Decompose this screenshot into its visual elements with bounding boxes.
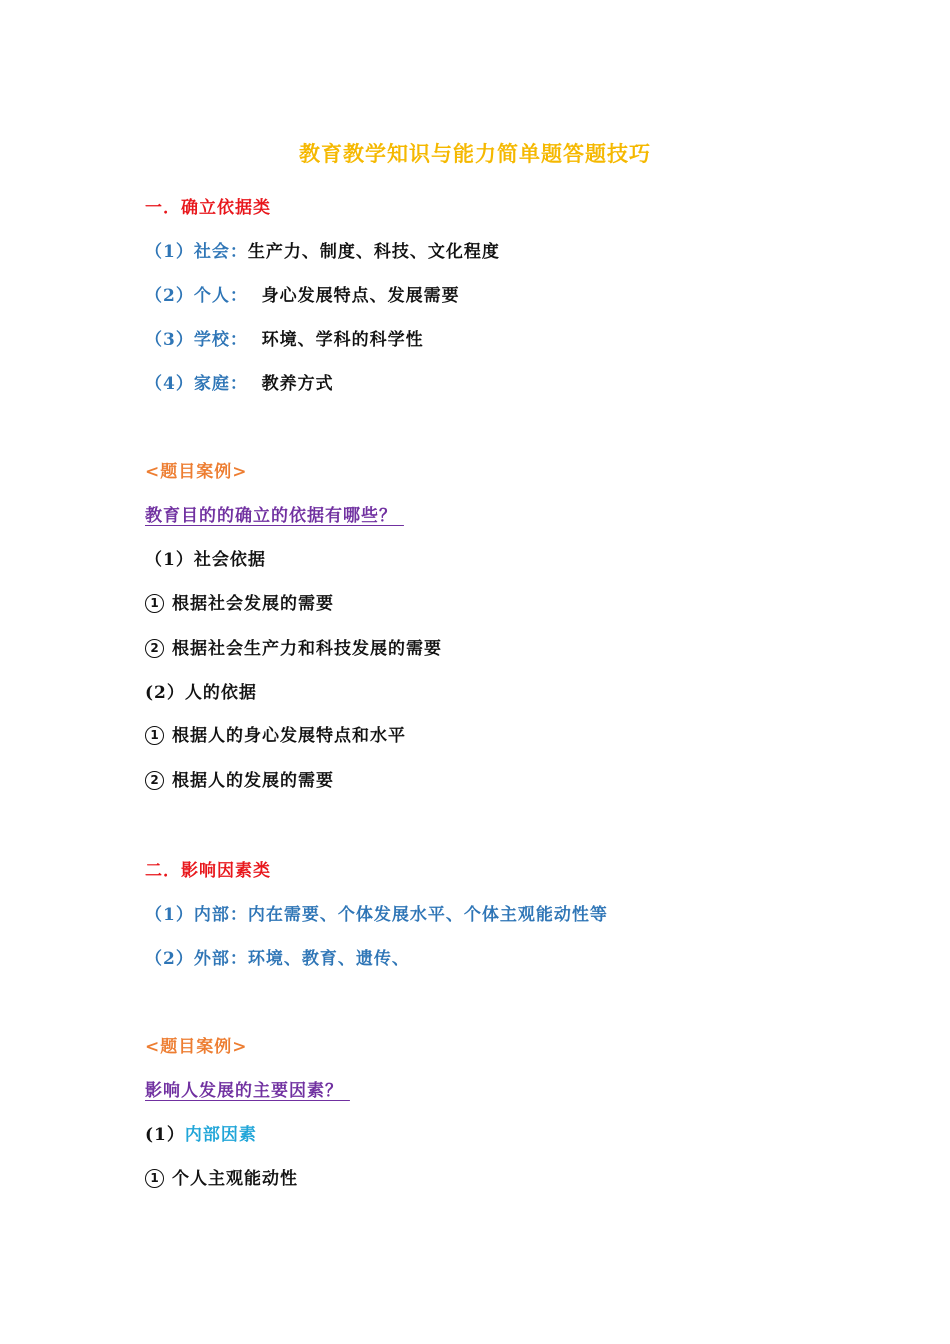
section1-item-3 <box>145 328 424 352</box>
answer-text: 根据人的身心发展特点和水平 <box>172 726 406 746</box>
case-question: 教育目的的确立的依据有哪些？ <box>145 506 404 526</box>
answer-text: 根据社会发展的需要 <box>172 594 334 614</box>
circled-number: 1 <box>145 1169 164 1188</box>
item-text: 生产力、制度、科技、文化程度 <box>247 242 500 262</box>
case-tag: <题目案例> <box>145 1037 248 1057</box>
answer-label: (1） <box>145 1125 185 1145</box>
answer-text: 根据人的发展的需要 <box>172 771 334 791</box>
section2-heading: 二．影响因素类 <box>145 861 271 881</box>
item-label: （2）个人： <box>145 286 248 306</box>
item-text: 身心发展特点、发展需要 <box>247 286 460 306</box>
answer-line: (2）人的依据 <box>145 683 257 703</box>
answer-line <box>145 592 334 616</box>
section2-item-2: （2）外部：环境、教育、遗传、 <box>145 949 410 969</box>
answer-line <box>145 637 442 661</box>
answer-line: （1）社会依据 <box>145 550 266 570</box>
item-label: （1）社会： <box>145 242 248 262</box>
answer-line <box>145 724 406 748</box>
circled-number: 2 <box>145 639 164 658</box>
answer-line <box>145 769 334 793</box>
item-label: （3）学校： <box>145 330 248 350</box>
document-title: 教育教学知识与能力简单题答题技巧 <box>299 141 651 166</box>
section1-item-2 <box>145 284 460 308</box>
section1-heading: 一．确立依据类 <box>145 198 271 218</box>
answer-text: 根据社会生产力和科技发展的需要 <box>172 639 442 659</box>
section1-item-4 <box>145 372 334 396</box>
answer-line <box>145 1167 298 1191</box>
section2-item-1: （1）内部：内在需要、个体发展水平、个体主观能动性等 <box>145 905 608 925</box>
item-text: 环境、学科的科学性 <box>247 330 424 350</box>
answer-text: 内部因素 <box>184 1125 257 1145</box>
case-question: 影响人发展的主要因素？ <box>145 1081 350 1101</box>
circled-number: 1 <box>145 594 164 613</box>
circled-number: 2 <box>145 771 164 790</box>
circled-number: 1 <box>145 726 164 745</box>
item-label: （4）家庭： <box>145 374 248 394</box>
answer-text: 个人主观能动性 <box>172 1169 298 1189</box>
section1-item-1 <box>145 240 500 264</box>
item-text: 教养方式 <box>247 374 334 394</box>
case-tag: <题目案例> <box>145 462 248 482</box>
answer-line <box>145 1123 257 1147</box>
